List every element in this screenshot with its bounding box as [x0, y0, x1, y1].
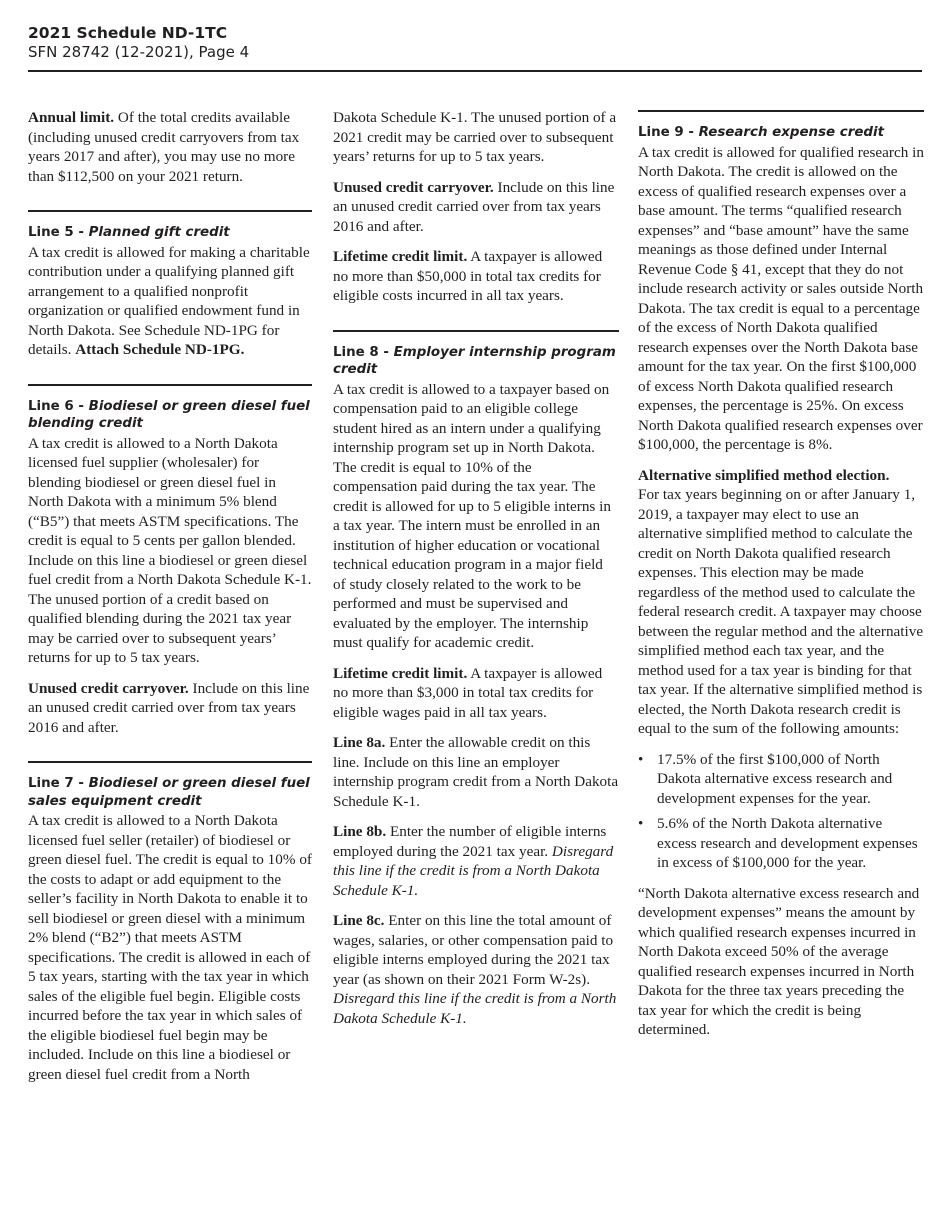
line-5-attach: Attach Schedule ND-1PG.: [75, 341, 245, 358]
form-subtitle: SFN 28742 (12-2021), Page 4: [28, 43, 250, 61]
annual-limit-lead: Annual limit.: [28, 109, 115, 126]
line-6-heading: [28, 398, 312, 433]
line-7-lifetime-paragraph: [333, 247, 619, 306]
asm-paragraph: [638, 466, 924, 739]
line-7-heading-title: Biodiesel or green diesel fuel sales equipment credit: [28, 776, 310, 809]
line-8c-lead: Line 8c.: [333, 912, 385, 929]
line-7-section: [28, 761, 312, 1084]
line-8b-text: Enter the number of eligible interns employed during the 2021 tax year.: [333, 823, 607, 860]
asm-text: For tax years beginning on or after January 1, 2019, a taxpayer may elect to use an alternative simplified method to calculate the credit on North Dakota qualified research expenses. This election may be made regardless of the method used to calculate the federal research credit. A taxpayer may choose between the regular method and the alternative simplified method each tax year, and the method used for a tax year is binding for that tax year. If the alternative simplified method is elected, the North Dakota research credit is equal to the sum of the following amounts:: [638, 486, 924, 737]
line-5-heading-prefix: Line 5 -: [28, 225, 89, 240]
annual-limit-paragraph: [28, 108, 312, 186]
line-7-carryover-lead: Unused credit carryover.: [333, 178, 494, 196]
line-8c-note: Disregard this line if the credit is from a North Dakota Schedule K-1.: [333, 990, 617, 1027]
header-divider: [28, 70, 922, 72]
line-5-heading-title: Planned gift credit: [88, 225, 230, 240]
line-8-heading-title: Employer internship program credit: [333, 344, 616, 377]
line-8-paragraph: A tax credit is allowed to a taxpayer based on compensation paid to an eligible college student hired as an intern under a qualifying internship program set up in North Dakota. The credit is equal to 10% of the compensation paid during the tax year. The credit is allowed for up to 5 eligible interns in a tax year. The intern must be enrolled in an institution of higher education or vocational technical education program in a major field of study closely related to the work to be performed and must be supervised and evaluated by the employer. The internship must qualify for academic credit.: [333, 380, 611, 651]
line-7-heading: [28, 775, 312, 810]
line-8a-text: Enter the allowable credit on this line. Include on this line an employer internship program credit from a North Dakota Schedule K-1.: [333, 734, 619, 810]
form-title: 2021 Schedule ND-1TC: [28, 24, 228, 42]
line-8-heading: [333, 344, 619, 379]
column-2: [333, 108, 619, 1039]
line-8-lifetime-text: A taxpayer is allowed no more than $3,000 in total tax credits for eligible wages paid in all tax years.: [333, 664, 603, 721]
line-6-carryover-lead: Unused credit carryover.: [28, 679, 189, 697]
column-1: [28, 108, 312, 1095]
line-8c-paragraph: [333, 911, 619, 1028]
line-7-lifetime-text: A taxpayer is allowed no more than $50,000 in total tax credits for eligible costs incurred in all tax years.: [333, 248, 603, 304]
page-header: [28, 24, 249, 62]
line-9-heading-prefix: Line 9 -: [638, 125, 699, 140]
asm-bullet-list: [638, 750, 924, 873]
list-item: • 5.6% of the North Dakota alternative excess research and development expenses in excess of $100,000 for the year.: [638, 814, 924, 873]
line-8-lifetime-lead: Lifetime credit limit.: [333, 664, 468, 682]
line-8a-paragraph: [333, 733, 619, 811]
line-9-paragraph: A tax credit is allowed for qualified research in North Dakota. The credit is allowed on the excess of qualified research expenses over a base amount. The terms “qualified research expenses” and “base amount” have the same meanings as those defined under Internal Revenue Code § 41, except that they do not include research activity or sales outside North Dakota. The tax credit is equal to a percentage of the excess of North Dakota qualified research expenses over the North Dakota base amount for the tax year. On the first $100,000 of excess North Dakota qualified research expenses, the percentage is 25%. On excess North Dakota qualified research expenses over $100,000, the percentage is 8%.: [638, 143, 924, 453]
definition-paragraph: “North Dakota alternative excess research and development expenses” means the amount by which qualified research expenses incurred in North Dakota exceed 50% of the average qualified research expenses incurred in North Dakota for the three tax years preceding the tax year for which the credit is being determined.: [638, 884, 920, 1038]
line-5-text: A tax credit is allowed for making a charitable contribution under a qualifying planned gift arrangement to a qualified nonprofit organization or qualified endowment fund in North Dakota. See Schedule ND-1PG for details.: [28, 243, 310, 358]
line-7-continued-paragraph: Dakota Schedule K-1. The unused portion of a 2021 credit may be carried over to subsequent years’ returns for up to 5 tax years.: [333, 109, 617, 165]
line-9-heading-title: Research expense credit: [698, 125, 884, 140]
line-9-section: [638, 110, 924, 1040]
line-8a-lead: Line 8a.: [333, 734, 386, 751]
line-6-section: [28, 384, 312, 738]
line-5-heading: [28, 224, 312, 242]
line-7-lifetime-lead: Lifetime credit limit.: [333, 248, 468, 265]
list-item: • 17.5% of the first $100,000 of North Dakota alternative excess research and development expenses for the year.: [638, 750, 924, 809]
line-8b-paragraph: [333, 822, 619, 900]
line-6-paragraph: A tax credit is allowed to a North Dakota licensed fuel supplier (wholesaler) for blending biodiesel or green diesel fuel in North Dakota with a minimum 5% blend (“B5”) that meets ASTM specifications. The credit is equal to 5 cents per gallon blended. Include on this line a biodiesel or green diesel fuel credit from a North Dakota Schedule K-1. The unused portion of a credit based on qualified blending during the 2021 tax year may be carried over to subsequent years’ returns for up to 5 tax years.: [28, 434, 312, 666]
line-6-heading-title: Biodiesel or green diesel fuel blending credit: [28, 398, 310, 431]
line-6-carryover-paragraph: [28, 679, 312, 738]
annual-limit-text: Of the total credits available (including unused credit carryovers from tax years 2017 and after), you may use no more than $112,500 on your 2021 return.: [28, 109, 300, 185]
line-6-heading-prefix: Line 6 -: [28, 398, 89, 414]
line-9-heading: [638, 124, 924, 142]
line-8c-text: Enter on this line the total amount of wages, salaries, or other compensation paid to eligible interns employed during the 2021 tax year (as shown on their 2021 Form W-2s).: [333, 912, 614, 988]
line-5-section: [28, 210, 312, 360]
line-8-section: [333, 330, 619, 1029]
asm-lead: Alternative simplified method election.: [638, 466, 890, 484]
column-3: [638, 108, 924, 1051]
line-8b-note: Disregard this line if the credit is from a North Dakota Schedule K-1.: [333, 842, 614, 899]
line-7-heading-prefix: Line 7 -: [28, 776, 89, 791]
line-8-heading-prefix: Line 8 -: [333, 344, 394, 360]
line-8b-lead: Line 8b.: [333, 823, 387, 840]
line-7-carryover-text: Include on this line an unused credit carried over from tax years 2016 and after.: [333, 178, 615, 235]
line-5-paragraph: [28, 243, 312, 360]
line-7-carryover-paragraph: [333, 178, 619, 237]
line-8-lifetime-paragraph: [333, 664, 619, 723]
line-6-carryover-text: Include on this line an unused credit carried over from tax years 2016 and after.: [28, 679, 310, 736]
line-7-paragraph: A tax credit is allowed to a North Dakota licensed fuel seller (retailer) of biodiesel or green diesel fuel. The credit is equal to 10% of the costs to adapt or add equipment to the seller’s facility in North Dakota to enable it to sell biodiesel or green diesel with a minimum 2% blend (“B2”) that meets ASTM specifications. The credit is allowed in each of 5 tax years, starting with the tax year in which sales of the eligible fuel begin. Eligible costs incurred before the tax year in which sales of the eligible biodiesel fuel begin may be included. Include on this line a biodiesel or green diesel fuel credit from a North: [28, 812, 312, 1083]
